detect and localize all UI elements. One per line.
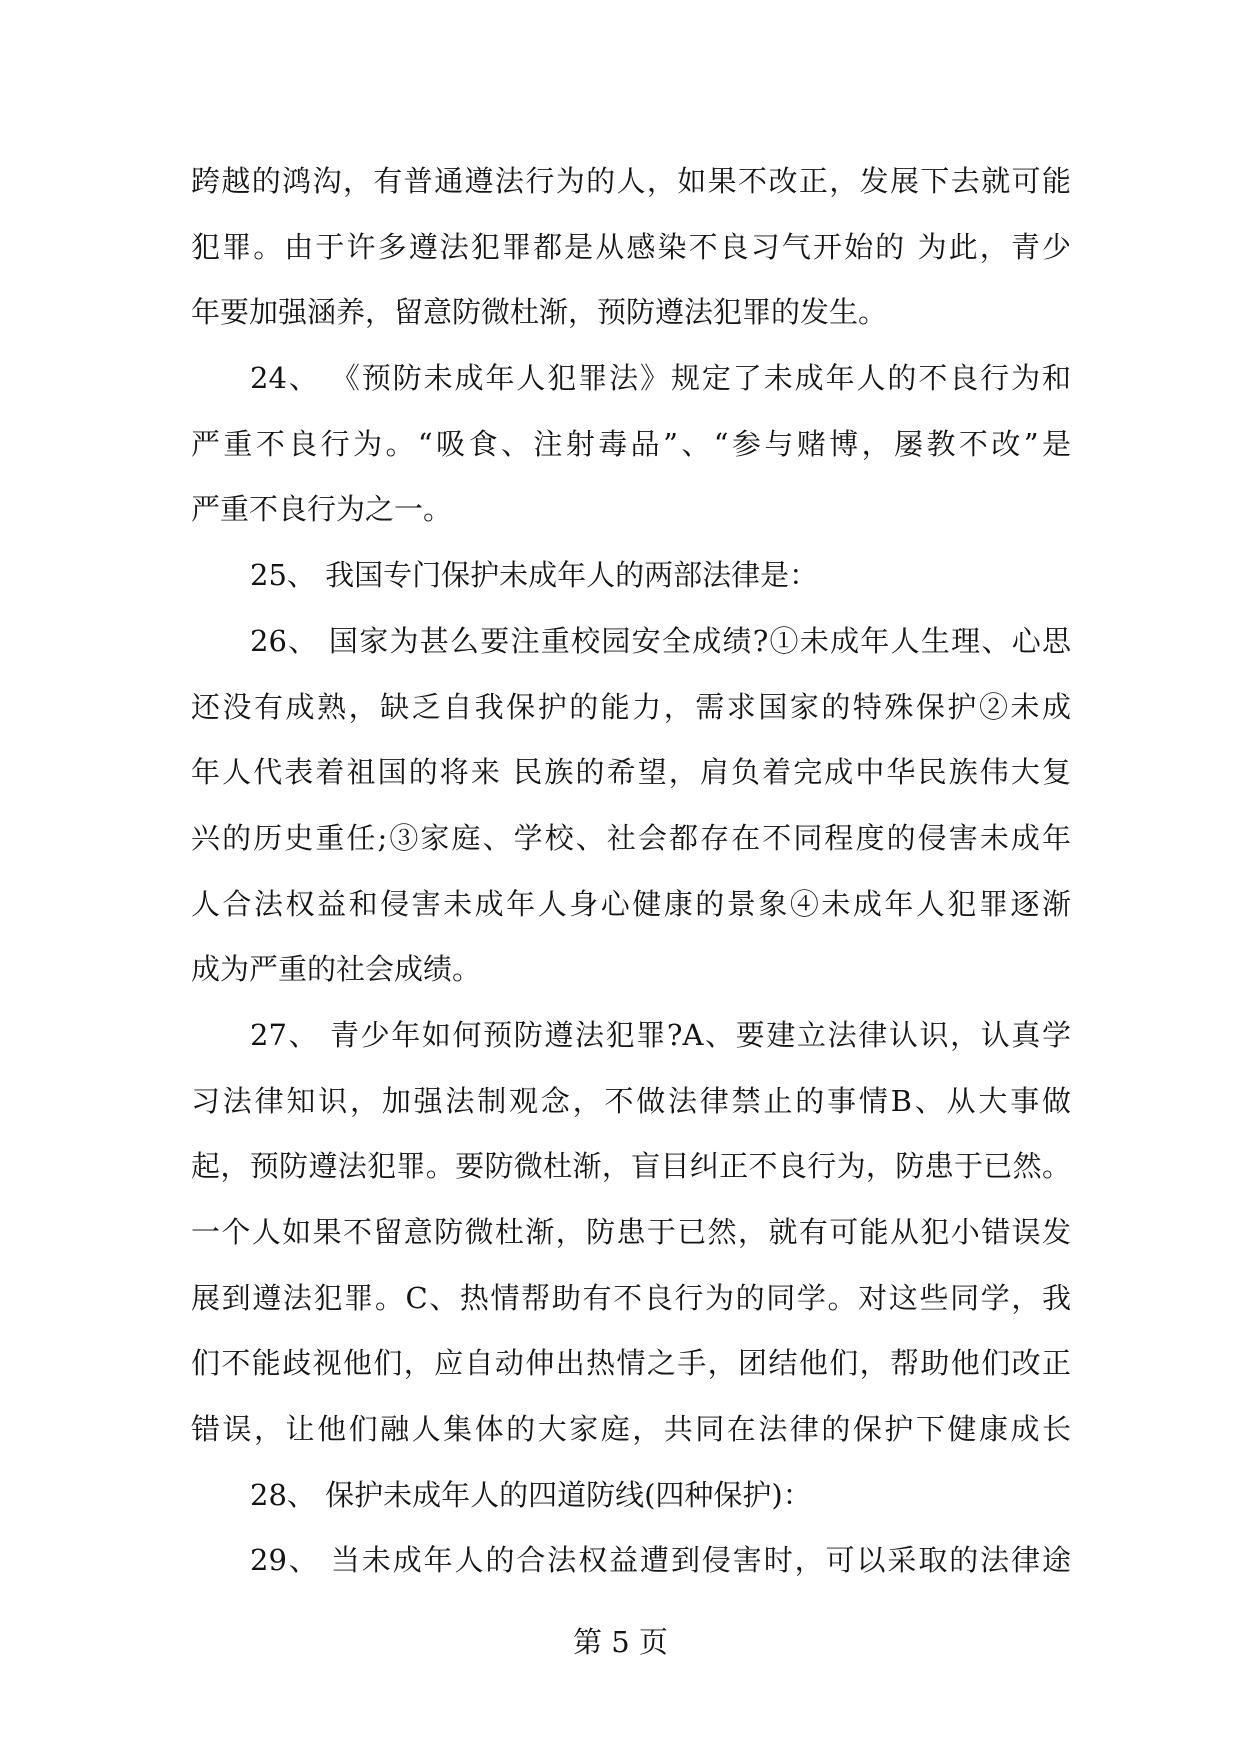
text-line: 严重不良行为。“吸食、注射毒品”、“参与赌博，屡教不改”是 xyxy=(191,426,1071,461)
text-line: 29、 当未成年人的合法权益遭到侵害时，可以采取的法律途 xyxy=(250,1543,1071,1578)
text-line: 26、 国家为甚么要注重校园安全成绩?①未成年人生理、心思 xyxy=(250,623,1071,658)
text-line: 犯罪。由于许多遵法犯罪都是从感染不良习气开始的 为此，青少 xyxy=(191,229,1071,264)
text-line: 展到遵法犯罪。C、热情帮助有不良行为的同学。对这些同学，我 xyxy=(191,1280,1071,1315)
paragraph-25 xyxy=(191,543,1071,609)
text-line: 起，预防遵法犯罪。要防微杜渐，盲目纠正不良行为，防患于已然。 xyxy=(191,1149,1071,1184)
paragraph-27 xyxy=(191,1003,1071,1463)
text-line: 24、 《预防未成年人犯罪法》规定了未成年人的不良行为和 xyxy=(250,361,1071,396)
text-line: 严重不良行为之一。 xyxy=(191,492,453,527)
text-line: 错误，让他们融人集体的大家庭，共同在法律的保护下健康成长 xyxy=(191,1412,1071,1447)
text-line: 还没有成熟，缺乏自我保护的能力，需求国家的特殊保护②未成 xyxy=(191,689,1071,724)
text-line: 年人代表着祖国的将来 民族的希望，肩负着完成中华民族伟大复 xyxy=(191,755,1071,790)
text-line: 年要加强涵养，留意防微杜渐，预防遵法犯罪的发生。 xyxy=(191,295,888,330)
text-line: 兴的历史重任;③家庭、学校、社会都存在不同程度的侵害未成年 xyxy=(191,820,1071,855)
text-line: 跨越的鸿沟，有普通遵法行为的人，如果不改正，发展下去就可能 xyxy=(191,164,1071,198)
text-line: 成为严重的社会成绩。 xyxy=(191,952,482,987)
body-text xyxy=(191,149,1071,1594)
text-line: 习法律知识，加强法制观念，不做法律禁止的事情B、从大事做 xyxy=(191,1083,1071,1118)
text-line: 25、 我国专门保护未成年人的两部法律是： xyxy=(250,558,819,593)
text-line: 一个人如果不留意防微杜渐，防患于已然，就有可能从犯小错误发 xyxy=(191,1215,1071,1249)
text-line: 们不能歧视他们，应自动伸出热情之手，团结他们，帮助他们改正 xyxy=(191,1346,1071,1381)
paragraph-24 xyxy=(191,346,1071,543)
paragraph-29 xyxy=(191,1528,1071,1594)
paragraph-28 xyxy=(191,1463,1071,1529)
text-line: 27、 青少年如何预防遵法犯罪?A、要建立法律认识，认真学 xyxy=(250,1017,1071,1052)
page-number: 第 5 页 xyxy=(573,1625,668,1659)
paragraph-continuation xyxy=(191,149,1071,346)
paragraph-26 xyxy=(191,609,1071,1003)
text-line: 28、 保护未成年人的四道防线(四种保护)： xyxy=(250,1477,812,1512)
text-line: 人合法权益和侵害未成年人身心健康的景象④未成年人犯罪逐渐 xyxy=(191,886,1071,921)
